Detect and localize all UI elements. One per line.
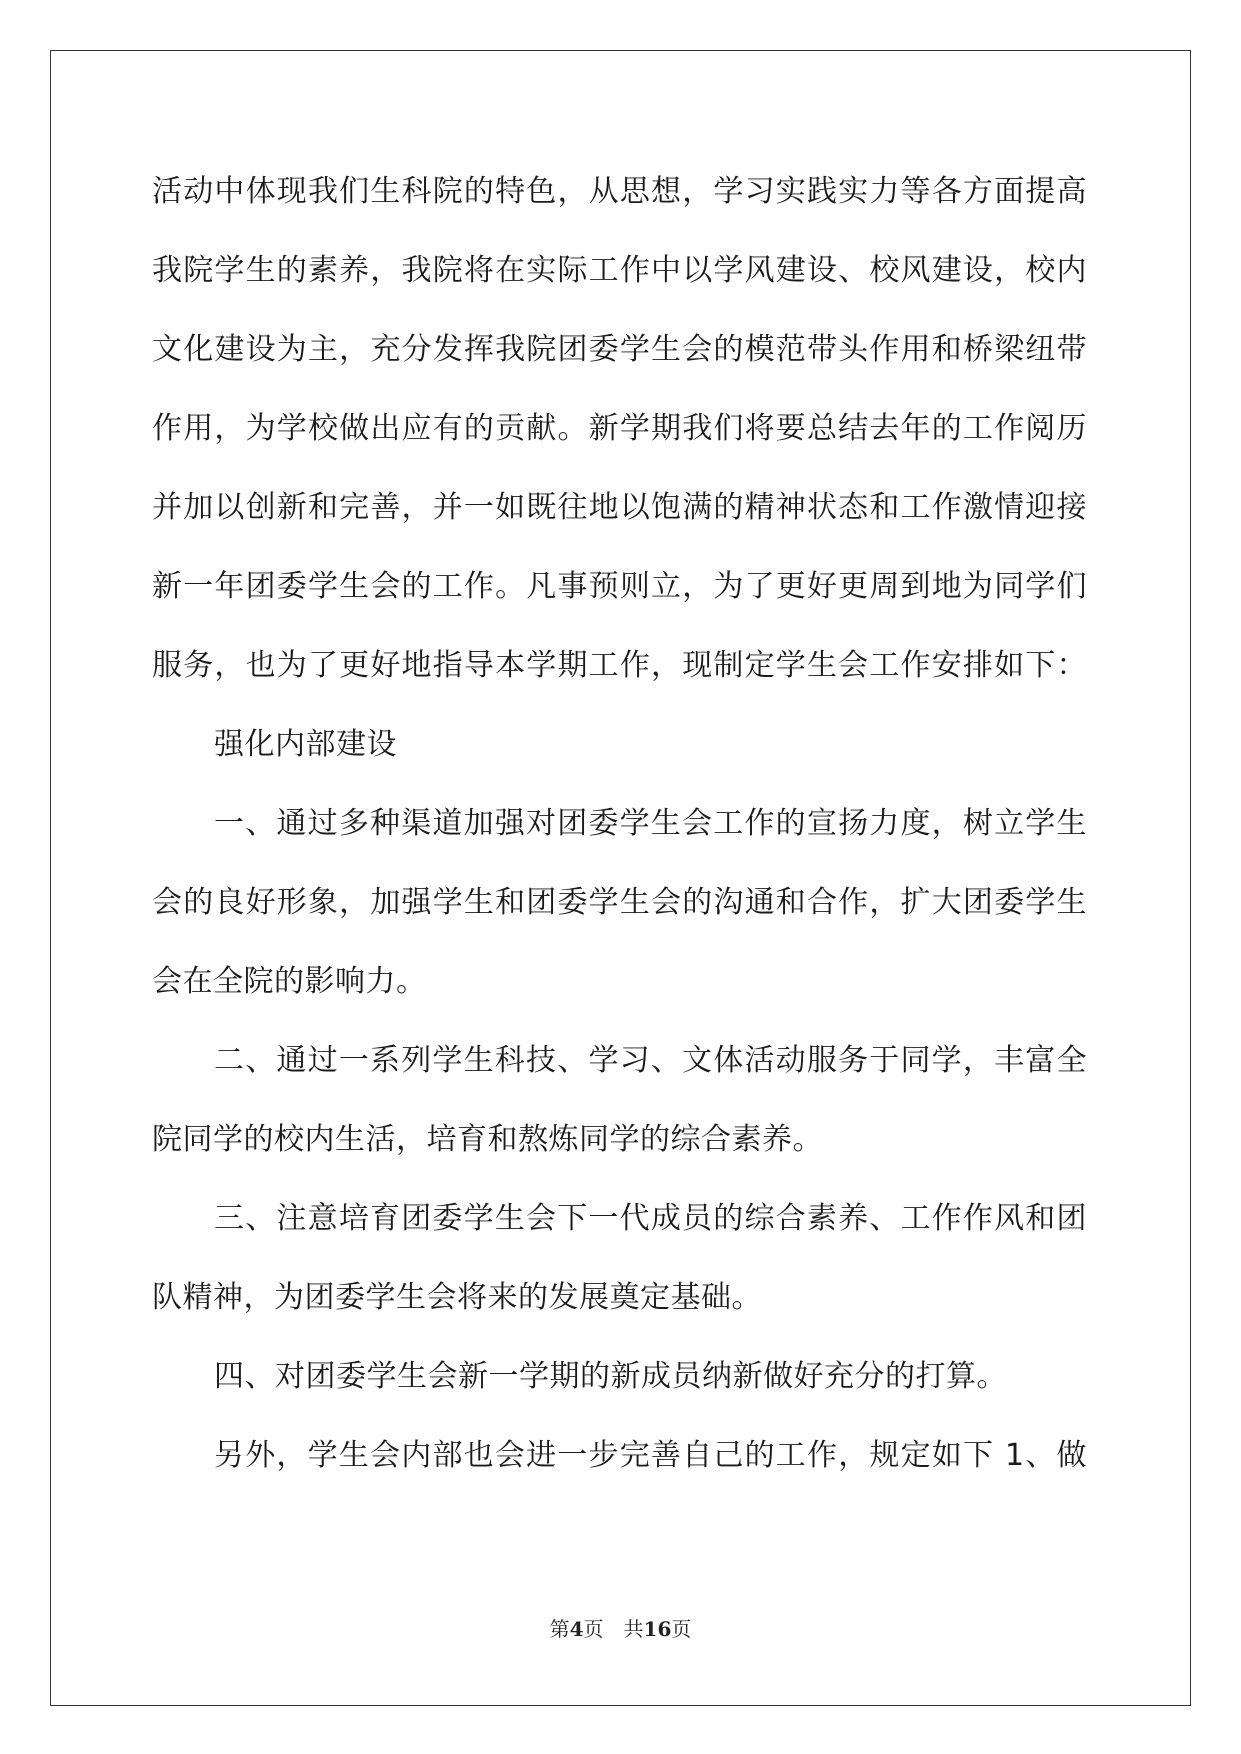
text-line: 另外，学生会内部也会进一步完善自己的工作，规定如下 1、做 [214, 1438, 1087, 1473]
page-suffix: 页 [583, 1617, 604, 1641]
total-prefix: 共 [623, 1617, 644, 1641]
text-line: 一、通过多种渠道加强对团委学生会工作的宣扬力度，树立学生 [214, 806, 1087, 841]
text-line: 会的良好形象，加强学生和团委学生会的沟通和合作，扩大团委学生 [152, 885, 1087, 920]
text-line: 四、对团委学生会新一学期的新成员纳新做好充分的打算。 [214, 1359, 1007, 1394]
page-prefix: 第 [549, 1617, 570, 1641]
text-line: 二、通过一系列学生科技、学习、文体活动服务于同学，丰富全 [214, 1043, 1087, 1078]
document-body [152, 152, 1087, 1495]
page-number: 4 [569, 1617, 584, 1641]
text-line: 新一年团委学生会的工作。凡事预则立，为了更好更周到地为同学们 [152, 569, 1087, 604]
total-pages: 16 [643, 1617, 672, 1641]
total-suffix: 页 [671, 1617, 692, 1641]
text-line: 并加以创新和完善，并一如既往地以饱满的精神状态和工作激情迎接 [152, 490, 1087, 525]
text-line: 院同学的校内生活，培育和熬炼同学的综合素养。 [152, 1122, 823, 1157]
text-line: 文化建设为主，充分发挥我院团委学生会的模范带头作用和桥梁纽带 [152, 332, 1087, 367]
text-line: 服务，也为了更好地指导本学期工作，现制定学生会工作安排如下： [152, 648, 1087, 683]
text-line: 强化内部建设 [214, 727, 397, 762]
text-line: 作用，为学校做出应有的贡献。新学期我们将要总结去年的工作阅历 [152, 411, 1087, 446]
text-line: 我院学生的素养，我院将在实际工作中以学风建设、校风建设，校内 [152, 253, 1087, 288]
text-line: 会在全院的影响力。 [152, 964, 427, 999]
page-footer [0, 1613, 1241, 1642]
text-line: 队精神，为团委学生会将来的发展奠定基础。 [152, 1280, 762, 1315]
text-line: 活动中体现我们生科院的特色，从思想，学习实践实力等各方面提高 [152, 174, 1087, 209]
text-line: 三、注意培育团委学生会下一代成员的综合素养、工作作风和团 [214, 1201, 1087, 1236]
